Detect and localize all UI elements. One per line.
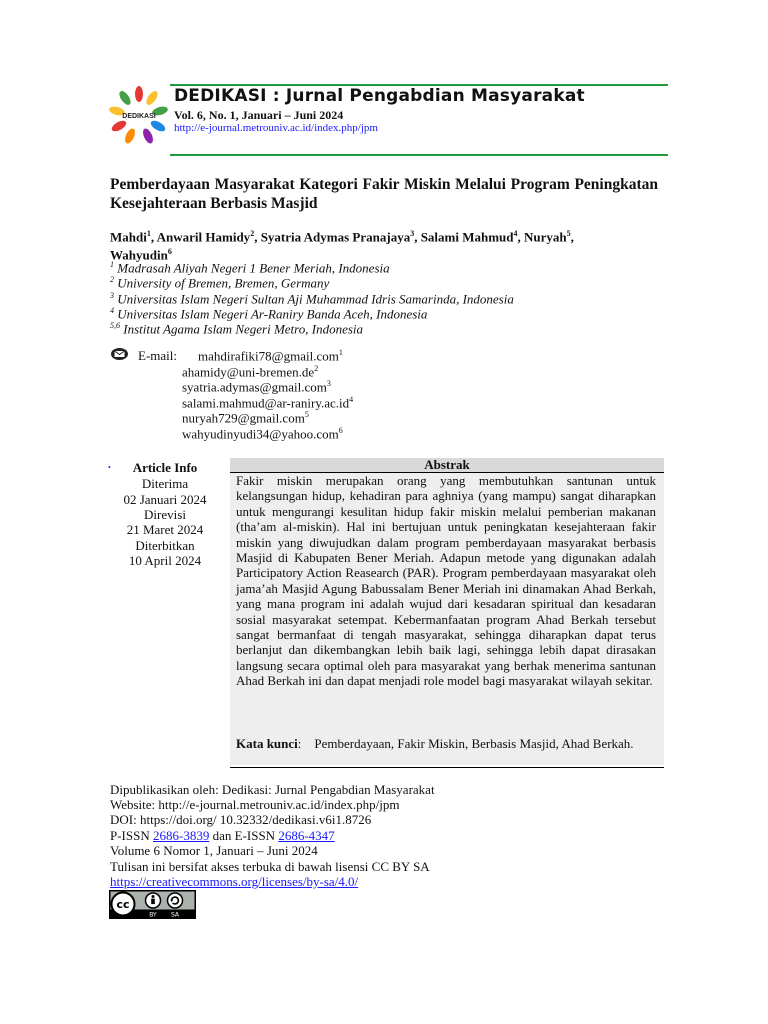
- email-address[interactable]: nuryah729@gmail.com$^5$: [182, 410, 309, 426]
- journal-title: DEDIKASI : Jurnal Pengabdian Masyarakat: [174, 86, 585, 106]
- affiliation: $^1$ Madrasah Aliyah Negeri 1 Bener Meriah, Indonesia: [110, 260, 390, 276]
- author-name: Wahyudin: [110, 247, 168, 263]
- revised-label: Direvisi: [144, 507, 186, 522]
- affiliation: $^{5,6}$ Institut Agama Islam Negeri Metro, Indonesia: [110, 321, 364, 337]
- email-address[interactable]: wahyudinyudi34@yahoo.com$^6$: [182, 426, 343, 442]
- author-name: Salami Mahmud: [420, 229, 514, 245]
- cc-by-label: BY: [149, 911, 157, 919]
- received-date: 02 Januari 2024: [123, 492, 207, 507]
- received-label: Diterima: [141, 476, 189, 491]
- issn-line: P-ISSN 2686-3839 dan E-ISSN 2686-4347: [110, 828, 335, 843]
- author-name: Syatria Adymas Pranajaya: [260, 229, 411, 245]
- author-name: Mahdi: [110, 229, 147, 245]
- keywords: Kata kunci: Pemberdayaan, Fakir Miskin, Berbasis Masjid, Ahad Berkah.: [236, 736, 634, 751]
- cc-icon: [112, 893, 135, 916]
- email-address[interactable]: $ahamidy@uni-bremen.de^2$: [182, 364, 319, 380]
- keywords-label: Kata kunci: [236, 736, 298, 751]
- affiliation: $^4$ Universitas Islam Negeri Ar-Raniry Banda Aceh, Indonesia: [110, 306, 428, 322]
- issue-line: Volume 6 Nomor 1, Januari – Juni 2024: [110, 843, 318, 858]
- affiliation: $^3$ Universitas Islam Negeri Sultan Aji Muhammad Idris Samarinda, Indonesia: [110, 291, 514, 307]
- cc-by-sa-badge[interactable]: [109, 890, 196, 919]
- paper-title: Pemberdayaan Masyarakat Kategori Fakir Miskin Melalui Program Peningkatan Kesejahteraan Berbasis Masjid: [110, 176, 658, 212]
- abstract-heading: Abstrak: [230, 458, 664, 473]
- pissn-link[interactable]: 2686-3839: [153, 828, 210, 843]
- author-name: Nuryah: [524, 229, 567, 245]
- article-info-heading: Article Info: [132, 460, 198, 475]
- logo-text: DEDIKASI: [122, 113, 156, 120]
- published-by: Dipublikasikan oleh: Dedikasi: Jurnal Pengabdian Masyarakat: [110, 782, 435, 797]
- published-label: Diterbitkan: [135, 538, 195, 553]
- journal-url-link[interactable]: http://e-journal.metrouniv.ac.id/index.php/jpm: [174, 122, 378, 134]
- envelope-icon: [111, 348, 128, 360]
- sa-sharealike-icon: [168, 893, 183, 908]
- published-date: 10 April 2024: [128, 553, 202, 568]
- by-attribution-icon: [146, 893, 161, 908]
- eissn-link[interactable]: 2686-4347: [278, 828, 335, 843]
- author-list: Mahdi$^1$, Anwaril Hamidy$^2$, Syatria Adymas Pranajaya$^3$, Salami Mahmud$^4$, Nuryah$^5$, Wahyudin$^6$: [110, 229, 574, 263]
- journal-logo: [108, 86, 170, 144]
- svg-text:cc: cc: [116, 898, 130, 911]
- abstract-text: Fakir miskin merupakan orang yang membutuhkan santunan untuk kelangsungan hidup, kehadiran para aghniya (yang mampu) sangat diharapkan untuk mengurangi kesulitan hidup fakir miskin melalui pemberian makanan (tha’am al-miskin). Hal ini bertujuan untuk peningkatan kesejahteraan fakir miskin yang diwujudkan dalam program pemberdayaan masyarakat berbasis Masjid di Kabupaten Bener Meriah. Adapun metode yang digunakan adalah Participatory Action Reasearch (PAR). Program pemberdayaan masyarakat oleh jama’ah Masjid Agung Babussalam Bener Meriah ini dinamakan Ahad Berkah, yang mana program ini adalah wujud dari kesadaran spiritual dan kesadaran sosial masyarakat setempat. Kebermanfaatan program Ahad Berkah tersebut sangat bermanfaat di tengah masyarakat, sehingga diharapkan dapat terus berlanjut dan dikembangkan lebih baik lagi, sehingga lebih dapat dirasakan langsung secara optimal oleh para masyarakat yang berhak menerima santunan Ahad Berkah ini dan dapat menjadi role model bagi masyarakat wilayah sekitar.: [236, 473, 656, 689]
- email-address[interactable]: $salami.mahmud@ar-raniry.ac.id^4$: [182, 395, 354, 411]
- email-label: E-mail:: [138, 348, 177, 363]
- bullet-dot-icon: •: [108, 463, 111, 472]
- doi-line: DOI: https://doi.org/ 10.32332/dedikasi.v6i1.8726: [110, 812, 372, 827]
- license-text: Tulisan ini bersifat akses terbuka di bawah lisensi CC BY SA: [110, 859, 430, 874]
- journal-volume: Vol. 6, No. 1, Januari – Juni 2024: [174, 108, 344, 122]
- website-line: Website: http://e-journal.metrouniv.ac.id/index.php/jpm: [110, 797, 400, 812]
- affiliation: $^2$ University of Bremen, Bremen, Germany: [110, 275, 330, 291]
- email-address[interactable]: mahdirafiki78@gmail.com$^1$: [198, 348, 343, 364]
- revised-date: 21 Maret 2024: [126, 522, 204, 537]
- license-link[interactable]: https://creativecommons.org/licenses/by-sa/4.0/: [110, 874, 359, 889]
- cc-sa-label: SA: [170, 911, 180, 919]
- email-address[interactable]: syatria.adymas@gmail.com$^3$: [182, 379, 331, 395]
- keywords-text: Pemberdayaan, Fakir Miskin, Berbasis Masjid, Ahad Berkah.: [314, 736, 634, 751]
- header-rule-bottom: [170, 154, 668, 156]
- author-name: Anwaril Hamidy: [156, 229, 251, 245]
